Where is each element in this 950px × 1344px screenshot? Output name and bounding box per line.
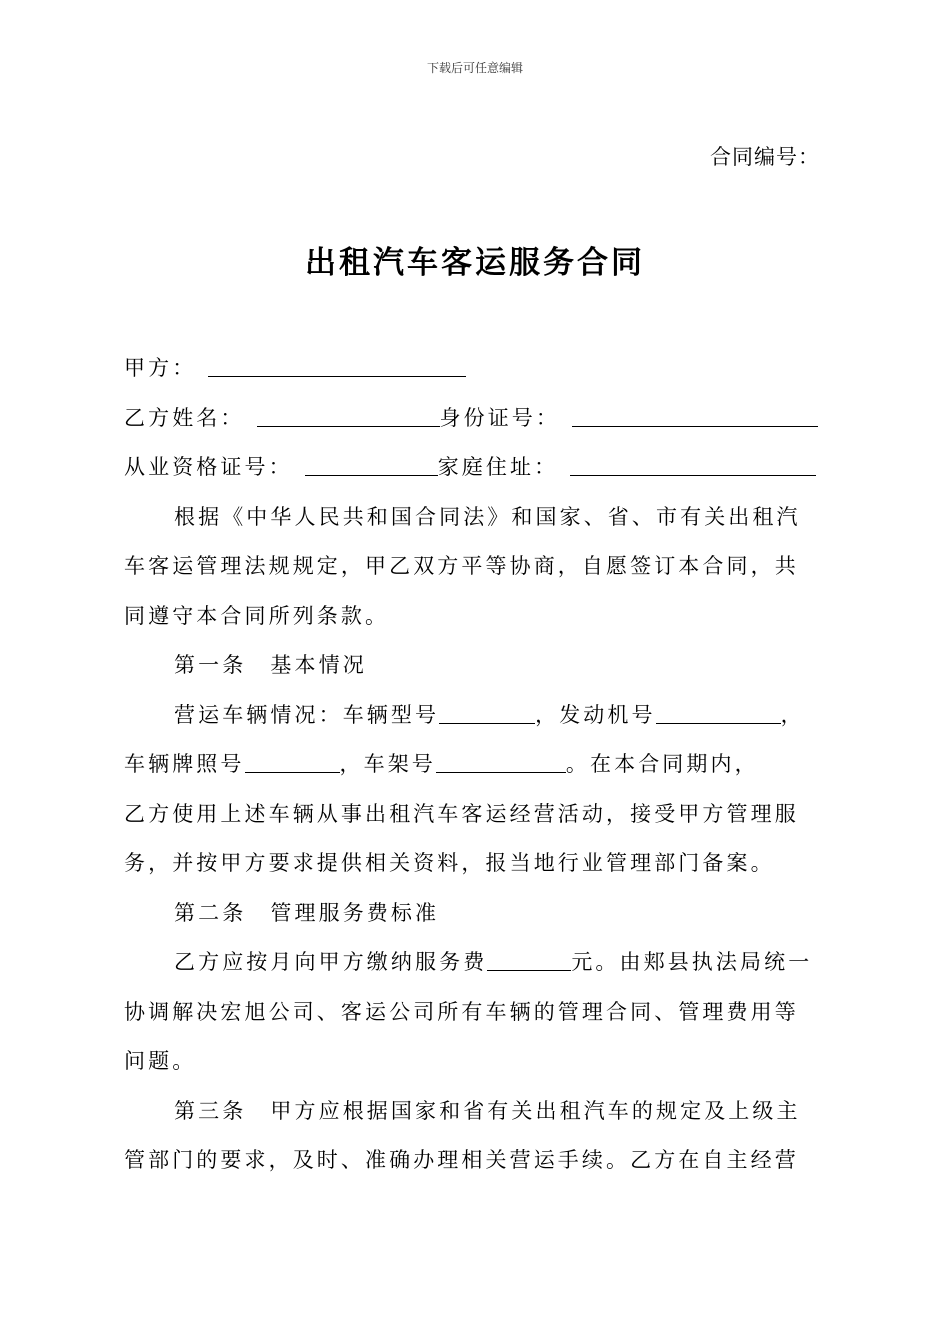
home-address-label: 家庭住址： <box>437 455 559 479</box>
service-fee-blank[interactable] <box>487 950 571 971</box>
article-2-line-3: 问题。 <box>124 1049 197 1073</box>
preamble-line-2: 车客运管理法规规定，甲乙双方平等协商，自愿签订本合同，共 <box>124 554 799 578</box>
article-3-line-1: 第三条 甲方应根据国家和省有关出租汽车的规定及上级主 <box>174 1098 801 1123</box>
id-number-blank[interactable] <box>572 406 818 427</box>
article-3-line-2: 管部门的要求，及时、准确办理相关营运手续。乙方在自主经营 <box>124 1148 799 1172</box>
vehicle-model-blank[interactable] <box>439 703 535 724</box>
party-b-name-blank[interactable] <box>257 406 440 427</box>
home-address-blank[interactable] <box>570 455 816 476</box>
frame-number-blank[interactable] <box>436 752 566 773</box>
article-1-line-3: 乙方使用上述车辆从事出租汽车客运经营活动，接受甲方管理服 <box>124 801 799 826</box>
comma-text: ， <box>780 702 805 727</box>
header-note: 下载后可任意编辑 <box>426 61 523 75</box>
article-2-heading: 第二条 管理服务费标准 <box>174 900 440 925</box>
frame-number-label: ，车架号 <box>339 752 436 776</box>
party-a-label: 甲方： <box>124 356 197 380</box>
party-b-line <box>124 394 830 444</box>
article-1-line-1 <box>124 691 830 741</box>
engine-number-label: ，发动机号 <box>535 702 656 727</box>
contract-number-label: 合同编号： <box>710 145 820 169</box>
preamble-line-1: 根据《中华人民共和国合同法》和国家、省、市有关出租汽 <box>174 504 801 529</box>
plate-number-blank[interactable] <box>245 752 340 773</box>
contract-period-text: 。在本合同期内， <box>565 752 759 776</box>
article-2-line-2: 协调解决宏旭公司、客运公司所有车辆的管理合同、管理费用等 <box>124 999 799 1024</box>
article-1-line-2 <box>124 740 830 790</box>
article-1-line-4: 务，并按甲方要求提供相关资料，报当地行业管理部门备案。 <box>124 851 775 875</box>
service-fee-text: 元。由郏县执法局统一 <box>571 950 813 974</box>
vehicle-model-label: 营运车辆情况：车辆型号 <box>174 702 440 727</box>
qualification-line <box>124 443 830 493</box>
party-a-line <box>124 344 830 394</box>
preamble-line-3: 同遵守本合同所列条款。 <box>124 603 390 628</box>
service-fee-label: 乙方应按月向甲方缴纳服务费 <box>174 950 488 974</box>
plate-number-label: 车辆牌照号 <box>124 752 245 776</box>
party-a-blank[interactable] <box>208 356 466 377</box>
article-2-line-1 <box>124 938 830 988</box>
id-number-label: 身份证号： <box>439 405 560 430</box>
party-b-name-label: 乙方姓名： <box>124 405 245 430</box>
document-title: 出租汽车客运服务合同 <box>305 245 645 281</box>
document-body <box>124 344 830 1186</box>
engine-number-blank[interactable] <box>656 703 781 724</box>
article-1-heading: 第一条 基本情况 <box>174 653 367 677</box>
qualification-cert-label: 从业资格证号： <box>124 455 293 479</box>
qualification-cert-blank[interactable] <box>305 455 438 476</box>
